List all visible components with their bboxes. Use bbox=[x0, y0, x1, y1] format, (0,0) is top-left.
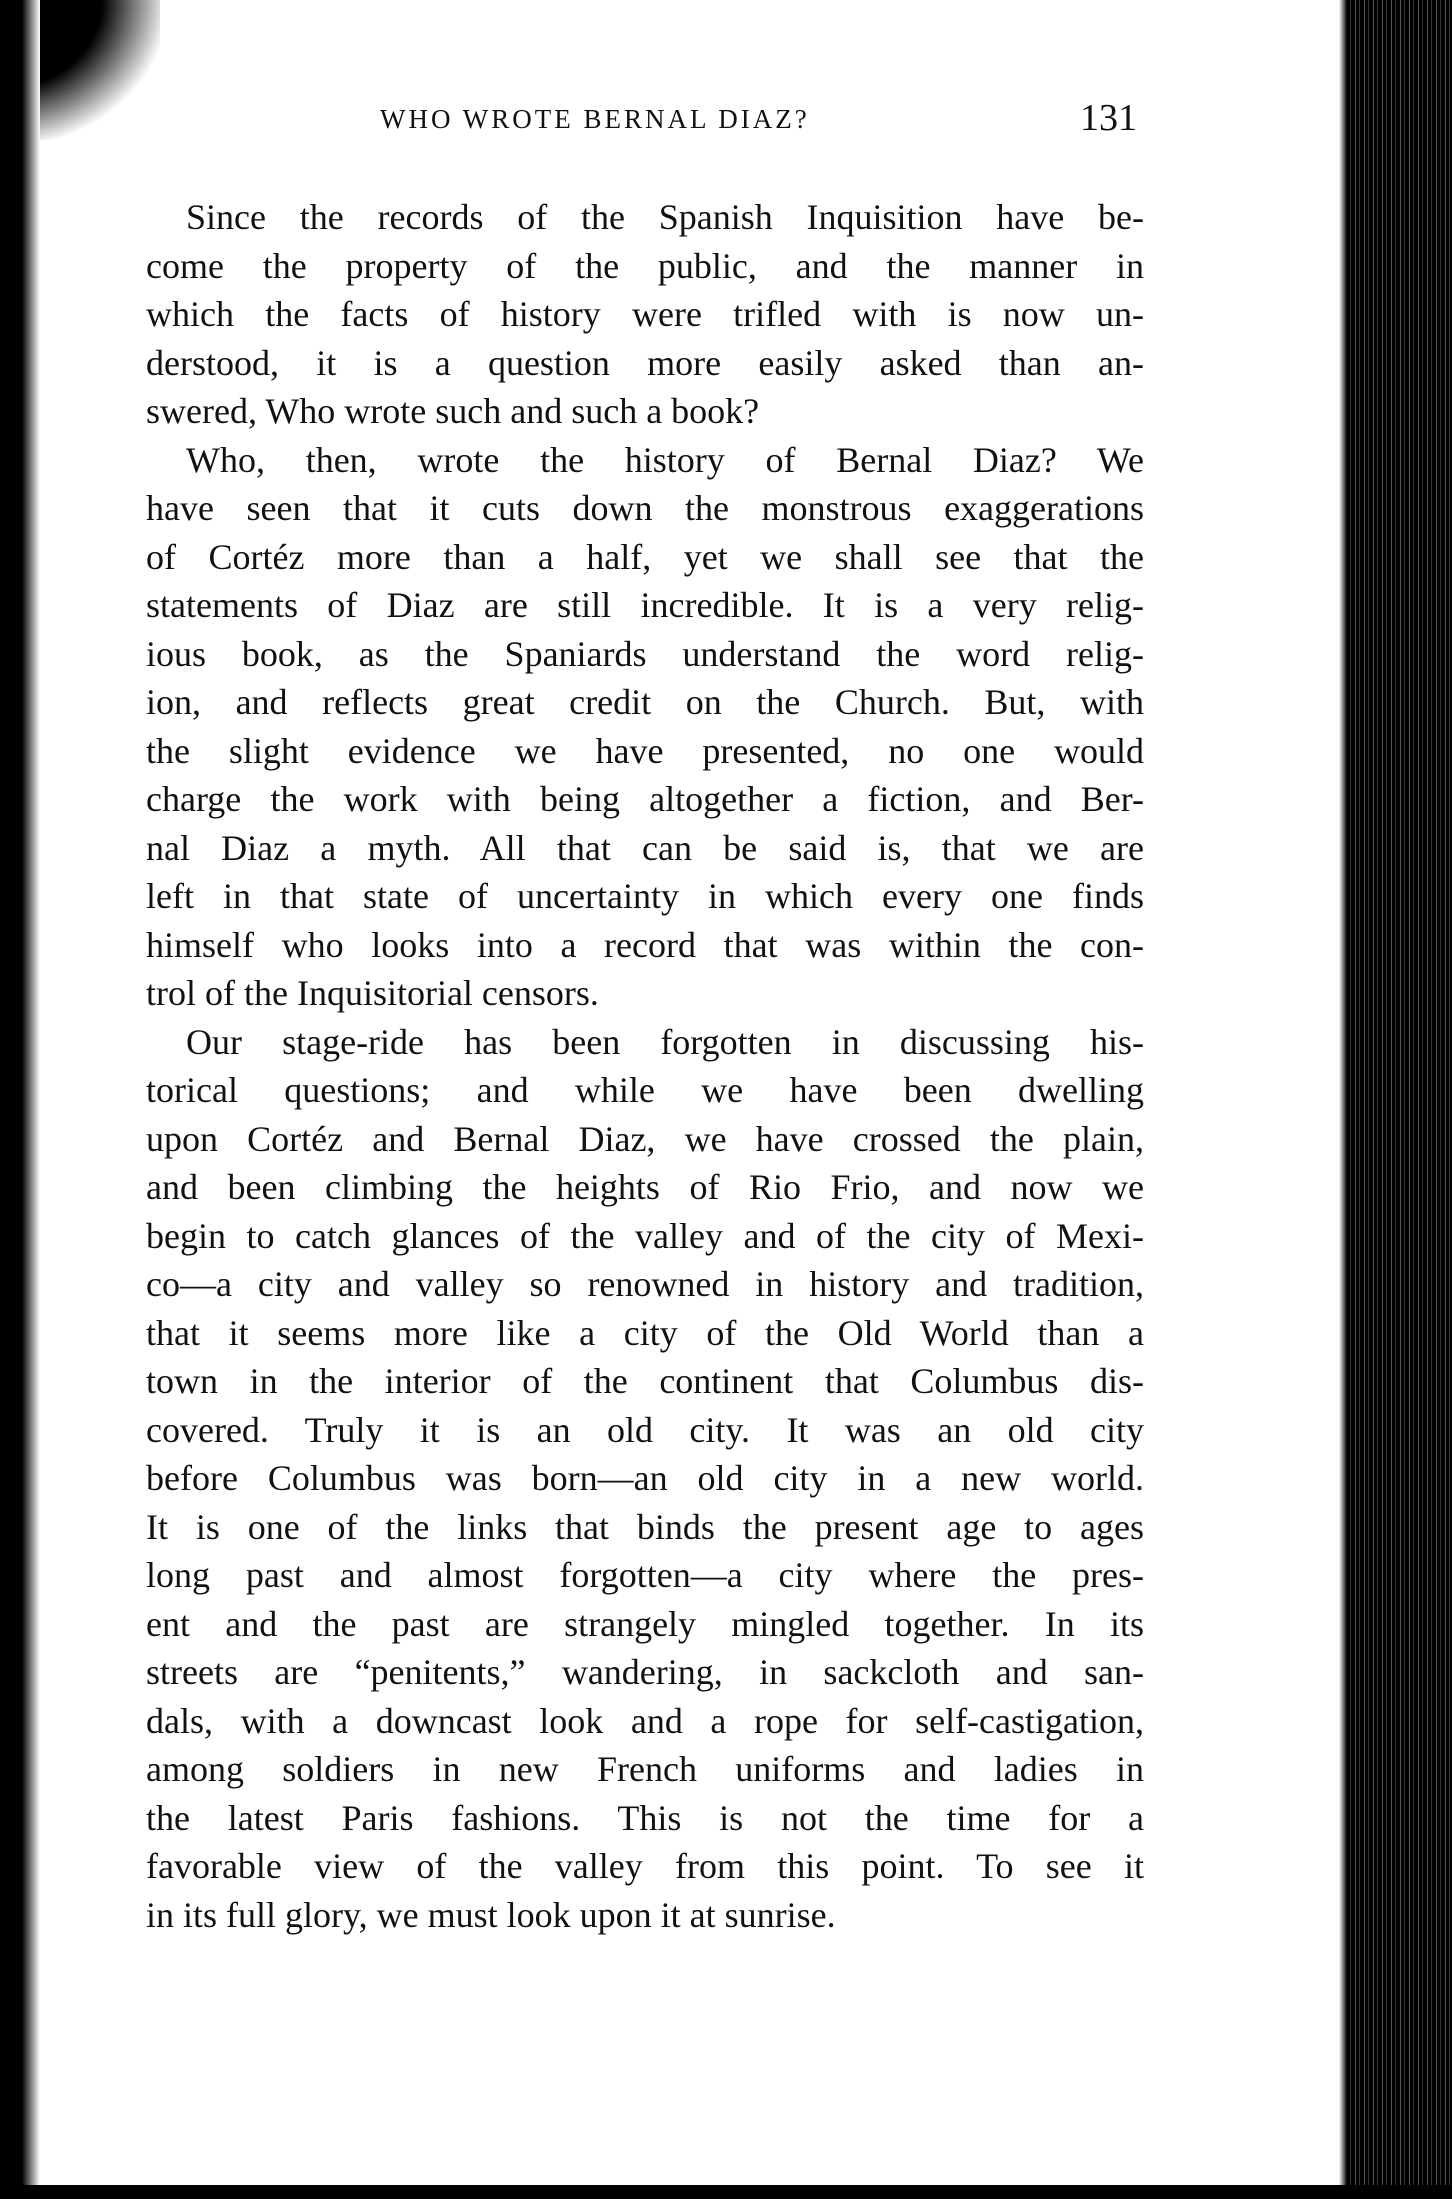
text-line: favorable view of the valley from this point. To see it bbox=[146, 1846, 1144, 1886]
text-line: torical questions; and while we have been dwelling bbox=[146, 1070, 1144, 1110]
text-line: trol of the Inquisitorial censors. bbox=[146, 973, 599, 1013]
text-line: ious book, as the Spaniards understand the word relig- bbox=[146, 633, 1144, 674]
text-line: before Columbus was born—an old city in a new world. bbox=[146, 1458, 1144, 1498]
text-line: left in that state of uncertainty in which every one finds bbox=[146, 876, 1144, 916]
text-line: statements of Diaz are still incredible. It is a very relig- bbox=[146, 585, 1144, 625]
text-line: Our stage-ride has been forgotten in discussing his- bbox=[186, 1021, 1144, 1062]
text-line: town in the interior of the continent that Columbus dis- bbox=[146, 1361, 1144, 1401]
text-line: which the facts of history were trifled with is now un- bbox=[146, 294, 1144, 334]
text-line: come the property of the public, and the manner in bbox=[146, 245, 1144, 286]
text-line: the latest Paris fashions. This is not the time for a bbox=[146, 1797, 1144, 1838]
page-number: 131 bbox=[1080, 97, 1137, 139]
text-line: among soldiers in new French uniforms and ladies in bbox=[146, 1749, 1144, 1789]
text-line: of Cortéz more than a half, yet we shall see that the bbox=[146, 536, 1144, 577]
text-line: covered. Truly it is an old city. It was an old city bbox=[146, 1409, 1144, 1450]
text-line: long past and almost forgotten—a city where the pres- bbox=[146, 1555, 1144, 1595]
text-line: Who, then, wrote the history of Bernal Diaz? We bbox=[186, 439, 1144, 480]
text-line: himself who looks into a record that was within the con- bbox=[146, 924, 1144, 965]
text-line: co—a city and valley so renowned in history and tradition, bbox=[146, 1264, 1144, 1304]
scan-edge-bottom bbox=[0, 2185, 1452, 2199]
text-line: begin to catch glances of the valley and of the city of Mexi- bbox=[146, 1215, 1144, 1256]
page-edge-shadow bbox=[1339, 0, 1347, 2199]
text-line: It is one of the links that binds the present age to ages bbox=[146, 1506, 1144, 1547]
text-line: that it seems more like a city of the Old World than a bbox=[146, 1312, 1144, 1353]
text-line: and been climbing the heights of Rio Frio, and now we bbox=[146, 1167, 1144, 1207]
text-line: upon Cortéz and Bernal Diaz, we have crossed the plain, bbox=[146, 1118, 1144, 1159]
text-line: ion, and reflects great credit on the Church. But, with bbox=[146, 682, 1144, 722]
text-line: the slight evidence we have presented, no one would bbox=[146, 730, 1144, 771]
text-line: charge the work with being altogether a fiction, and Ber- bbox=[146, 779, 1144, 819]
text-line: derstood, it is a question more easily asked than an- bbox=[146, 342, 1144, 383]
text-line: have seen that it cuts down the monstrous exaggerations bbox=[146, 488, 1144, 528]
text-line: dals, with a downcast look and a rope for self-castigation, bbox=[146, 1700, 1144, 1741]
text-line: swered, Who wrote such and such a book? bbox=[146, 391, 760, 431]
scan-edge-left bbox=[0, 0, 40, 2199]
running-title: WHO WROTE BERNAL DIAZ? bbox=[380, 104, 810, 134]
text-line: ent and the past are strangely mingled together. In its bbox=[146, 1603, 1144, 1644]
text-line: nal Diaz a myth. All that can be said is, that we are bbox=[146, 827, 1144, 868]
text-line: streets are “penitents,” wandering, in sackcloth and san- bbox=[146, 1652, 1144, 1692]
text-line: Since the records of the Spanish Inquisition have be- bbox=[186, 197, 1144, 237]
text-line: in its full glory, we must look upon it at sunrise. bbox=[146, 1894, 836, 1935]
book-page-edges bbox=[1347, 0, 1452, 2199]
